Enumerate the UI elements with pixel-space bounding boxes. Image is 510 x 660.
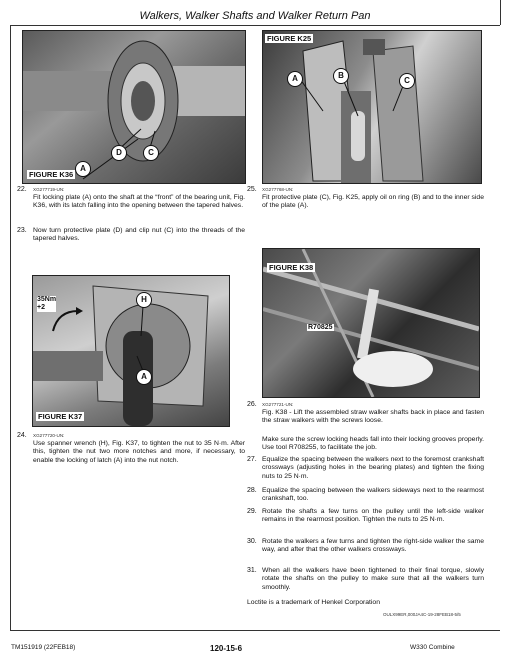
step-27-number: 27.	[247, 456, 257, 463]
tool-label: R70825	[308, 324, 333, 331]
step-30-text: Rotate the walkers a few turns and tighten the right-side walker the same way, and after that the other walkers crossways.	[262, 538, 484, 554]
figure-k25-photo	[262, 30, 482, 184]
footer-model: W330 Combine	[410, 644, 455, 651]
footer-manual-id: TM151919 (22FEB18)	[11, 644, 76, 651]
figure-k36-photo	[22, 30, 246, 184]
page-left-border	[10, 25, 11, 630]
step-22-text: Fit locking plate (A) onto the shaft at the “front” of the bearing unit, Fig. K36, with its latch falling into the opening between the tapered halves.	[33, 194, 245, 210]
trademark-note: Loctite is a trademark of Henkel Corporation	[247, 599, 380, 606]
callout-a: A	[287, 71, 303, 87]
figure-k38-photo	[262, 248, 480, 398]
step-24-ref: XG277720-UN:	[33, 433, 65, 438]
footer-rule	[10, 630, 500, 631]
callout-b: B	[333, 68, 349, 84]
figure-k38-label: FIGURE K38	[269, 263, 314, 272]
step-24-number: 24.	[17, 432, 27, 439]
step-25-ref: XG277768-UN:	[262, 187, 294, 192]
header-rule	[10, 25, 500, 26]
step-27-text: Equalize the spacing between the walkers next to the foremost crankshaft crossways (adjusting holes in the bearing plates) and tighten the fixing nuts to 25 N·m.	[262, 456, 484, 480]
step-22-number: 22.	[17, 186, 27, 193]
step-25-number: 25.	[247, 186, 257, 193]
step-26-text: Fig. K38 - Lift the assembled straw walker shafts back in place and fasten the straw walkers with the screws loose.	[262, 409, 484, 425]
step-31-text: When all the walkers have been tightened to their final torque, slowly rotate the shafts on the pulley to make sure that all the walkers turn smoothly.	[262, 567, 484, 591]
step-22-ref: XG277719-UN:	[33, 187, 65, 192]
callout-d: D	[111, 145, 127, 161]
step-26-ref: XG277721-UN:	[262, 402, 294, 407]
figure-k37-label: FIGURE K37	[38, 412, 83, 421]
locking-heads-note: Make sure the screw locking heads fall into their locking grooves properly. Use tool R708255, to facilitate the job.	[262, 436, 484, 452]
figure-k25-illustration	[263, 31, 481, 183]
callout-a: A	[136, 369, 152, 385]
callout-h: H	[136, 292, 152, 308]
step-31-number: 31.	[247, 567, 257, 574]
footer-page-number: 120-15-6	[210, 644, 243, 653]
step-23-number: 23.	[17, 227, 27, 234]
figure-k37-photo	[32, 275, 230, 427]
header-right-border	[500, 0, 501, 25]
figure-k36-label: FIGURE K36	[29, 170, 74, 179]
callout-c: C	[399, 73, 415, 89]
callout-a: A	[75, 161, 91, 177]
step-30-number: 30.	[247, 538, 257, 545]
step-29-number: 29.	[247, 508, 257, 515]
step-29-text: Rotate the shafts a few turns on the pulley until the left-side walker remains in the rearmost position. Tighten the nuts to 25 N·m.	[262, 508, 484, 524]
callout-c: C	[143, 145, 159, 161]
step-28-text: Equalize the spacing between the walkers sideways next to the rearmost crankshaft, too.	[262, 487, 484, 503]
step-24-text: Use spanner wrench (H), Fig. K37, to tighten the nut to 35 N·m. After this, tighten the nut two more notches and more, if necessary, to enable the locking of latch (A) into the nut notch.	[33, 440, 245, 464]
step-26-number: 26.	[247, 401, 257, 408]
figure-k36-illustration	[23, 31, 245, 183]
figure-k37-illustration	[33, 276, 229, 426]
step-25-text: Fit protective plate (C), Fig. K25, apply oil on ring (B) and to the inner side of the plate (A).	[262, 194, 484, 210]
document-reference: OULX99ER,000JA4C-19-28FEB18-5/5	[383, 612, 461, 617]
page-header-title: Walkers, Walker Shafts and Walker Return Pan	[139, 10, 371, 22]
step-23-text: Now turn protective plate (D) and clip nut (C) into the threads of the tapered halves.	[33, 227, 245, 243]
figure-k25-label: FIGURE K25	[267, 34, 312, 43]
torque-annotation: 35Nm +2	[37, 296, 57, 311]
step-28-number: 28.	[247, 487, 257, 494]
